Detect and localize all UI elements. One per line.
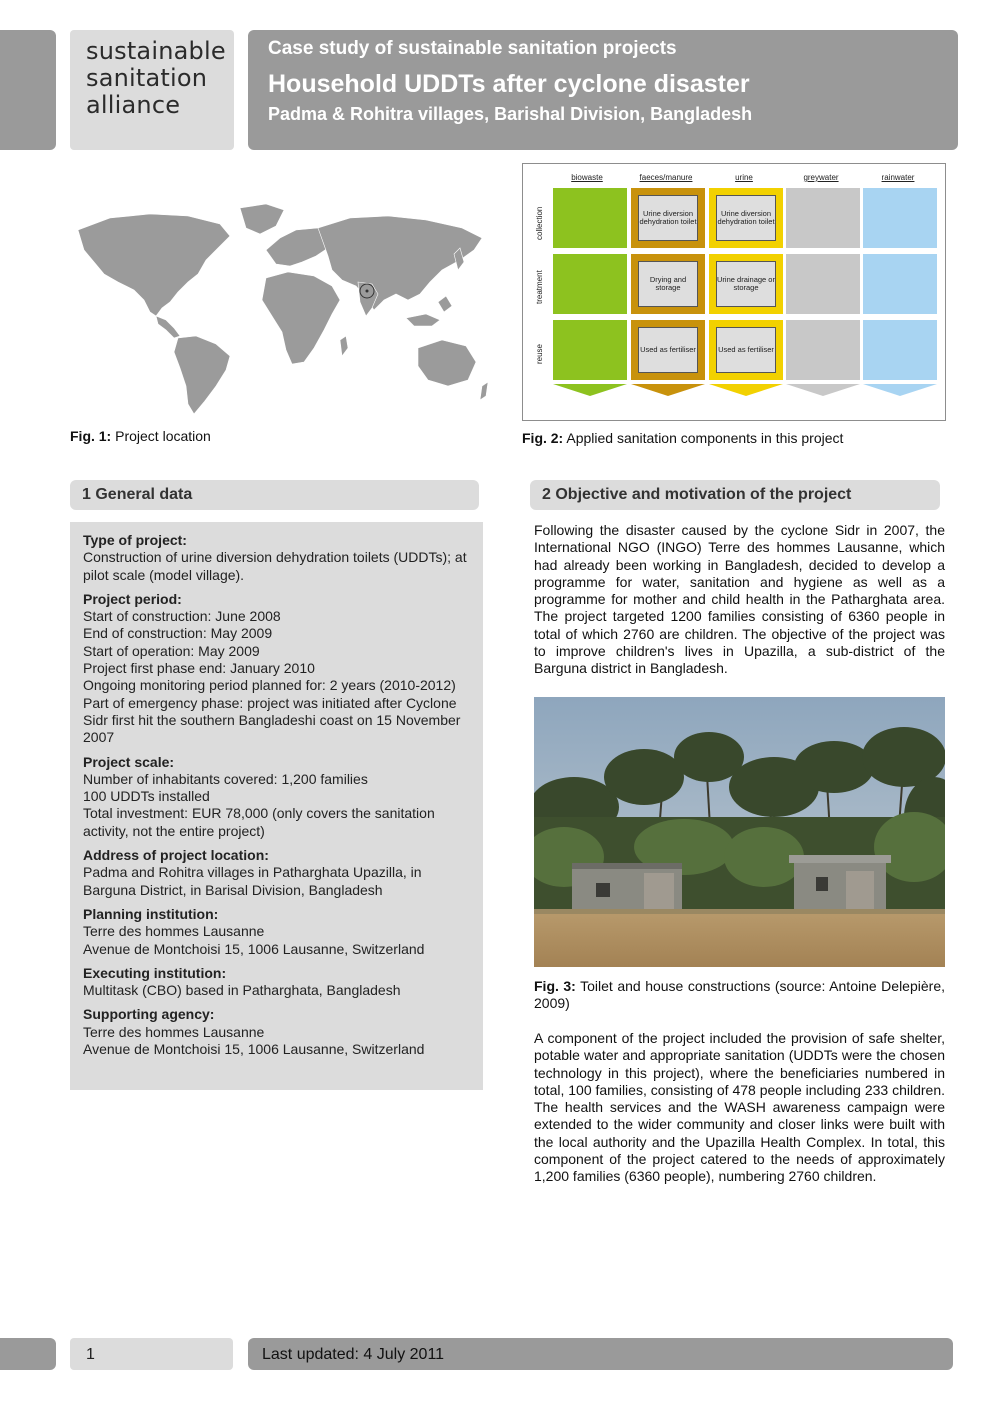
urine-drainage-box: Urine drainage or storage: [716, 261, 776, 307]
period-line: Start of construction: June 2008: [83, 608, 281, 625]
col-header-urine: urine: [735, 173, 753, 182]
arrow-biowaste: [553, 384, 627, 396]
logo-line-3: alliance: [86, 91, 181, 119]
fig3-text: Toilet and house constructions (source: Antoine Delepière, 2009): [534, 978, 945, 1012]
fig1-caption: [70, 428, 211, 444]
period-line: End of construction: May 2009: [83, 625, 273, 642]
planning-line: Terre des hommes Lausanne: [83, 923, 265, 940]
supporting-line: Avenue de Montchoisi 15, 1006 Lausanne, Switzerland: [83, 1041, 425, 1058]
fig1-label: Fig. 1:: [70, 428, 112, 444]
drying-storage-box: Drying and storage: [638, 261, 698, 307]
udd-toilet-box: Urine diversion dehydration toilet: [638, 195, 698, 241]
planning-label: Planning institution:: [83, 905, 219, 922]
type-text: Construction of urine diversion dehydration toilets (UDDTs); at pilot scale (model village).: [83, 549, 467, 583]
row-label-reuse: reuse: [535, 343, 544, 364]
section-heading-general-data: 1 General data: [70, 480, 479, 510]
type-label: Type of project:: [83, 532, 187, 548]
col-header-biowaste: biowaste: [571, 173, 603, 182]
logo-line-1: sustainable: [86, 37, 226, 65]
executing-text: Multitask (CBO) based in Patharghata, Bangladesh: [83, 982, 401, 999]
header-kicker: Case study of sustainable sanitation projects: [268, 38, 677, 59]
col-header-faeces: faeces/manure: [639, 173, 693, 182]
period-line: Ongoing monitoring period planned for: 2 years (2010-2012): [83, 677, 456, 694]
period-line: Start of operation: May 2009: [83, 642, 260, 659]
faeces-fertiliser-box: Used as fertiliser: [638, 327, 698, 373]
fig3-label: Fig. 3:: [534, 978, 576, 994]
cell-greywater-collection: [786, 188, 860, 248]
cell-urine-collection: [709, 188, 783, 248]
cell-urine-treatment: [709, 254, 783, 314]
objective-paragraph: Following the disaster caused by the cyclone Sidr in 2007, the International NGO (INGO) Terre des hommes Lausanne, which had already been working in Bangladesh, decided to develop a programme for water, sanitation and hygiene as well as a programme for mother and child health in the Patharghata area. The project targeted 1200 families consisting of 6360 people in total of which 2760 are children. The objective of the project was to improve children's lives in Upazilla, a sub-district of the Barguna district in Bangladesh.: [534, 522, 945, 677]
world-map: [70, 190, 490, 420]
arrow-greywater: [786, 384, 860, 396]
cell-faeces-reuse: [631, 320, 705, 380]
row-label-collection: collection: [535, 206, 544, 240]
cell-rainwater-treatment: [863, 254, 937, 314]
cell-greywater-reuse: [786, 320, 860, 380]
urine-fertiliser-box: Used as fertiliser: [716, 327, 776, 373]
cell-biowaste-treatment: [553, 254, 627, 314]
sanitation-components-diagram: [522, 163, 946, 421]
fig1-text: Project location: [115, 428, 211, 444]
cell-faeces-treatment: [631, 254, 705, 314]
scale-label: Project scale:: [83, 753, 175, 770]
arrow-rainwater: [863, 384, 937, 396]
cell-biowaste-reuse: [553, 320, 627, 380]
page-subtitle: Padma & Rohitra villages, Barishal Division, Bangladesh: [268, 104, 753, 124]
period-line: Part of emergency phase: project was initiated after Cyclone Sidr first hit the southern Bangladeshi coast on 15 November 2007: [83, 694, 461, 746]
udd-toilet-urine-box: Urine diversion dehydration toilet: [716, 195, 776, 241]
cell-rainwater-reuse: [863, 320, 937, 380]
scale-line: 100 UDDTs installed: [83, 788, 210, 805]
period-label: Project period:: [83, 590, 182, 607]
address-label: Address of project location:: [83, 847, 269, 864]
fig2-text: Applied sanitation components in this project: [566, 430, 844, 446]
col-header-rainwater: rainwater: [881, 173, 915, 182]
logo: [86, 38, 226, 119]
cell-urine-reuse: [709, 320, 783, 380]
logo-line-2: sanitation: [86, 64, 208, 92]
cell-faeces-collection: [631, 188, 705, 248]
fig3-caption: [534, 978, 945, 1013]
section-heading-objective: 2 Objective and motivation of the project: [530, 480, 940, 510]
last-updated: Last updated: 4 July 2011: [262, 1346, 445, 1363]
arrow-urine: [709, 384, 783, 396]
planning-line: Avenue de Montchoisi 15, 1006 Lausanne, Switzerland: [83, 940, 425, 957]
scale-line: Number of inhabitants covered: 1,200 families: [83, 770, 368, 787]
cell-rainwater-collection: [863, 188, 937, 248]
cell-greywater-treatment: [786, 254, 860, 314]
supporting-label: Supporting agency:: [83, 1006, 215, 1023]
toilet-house-photo: [534, 697, 945, 967]
period-line: Project first phase end: January 2010: [83, 660, 315, 677]
cell-biowaste-collection: [553, 188, 627, 248]
row-label-treatment: treatment: [535, 270, 544, 304]
scale-line: Total investment: EUR 78,000 (only covers the sanitation activity, not the entire project): [83, 805, 435, 839]
col-header-greywater: greywater: [803, 173, 839, 182]
arrow-faeces: [631, 384, 705, 396]
footer-left-tab: [0, 1338, 56, 1370]
fig2-label: Fig. 2:: [522, 430, 564, 446]
header-left-tab: [0, 30, 56, 150]
fig2-caption: [522, 430, 843, 446]
address-text: Padma and Rohitra villages in Patharghata Upazilla, in Barguna District, in Barisal Division, Bangladesh: [83, 864, 422, 898]
supporting-line: Terre des hommes Lausanne: [83, 1023, 265, 1040]
page-number: 1: [86, 1346, 95, 1363]
general-data-box: [70, 522, 483, 1090]
component-paragraph: A component of the project included the provision of safe shelter, potable water and appropriate sanitation (UDDTs were the chosen technology in this project), where the beneficiaries numbered in total, 100 families, consisting of 478 people including 233 children. The health services and the WASH awareness campaign were extended to the wider community and closer links were built with the local authority and the Upazilla Health Complex. In total, this component of the project catered to the needs of approximately 1,200 families (6360 people), numbering 2760 children.: [534, 1030, 945, 1185]
executing-label: Executing institution:: [83, 964, 227, 981]
page-title: Household UDDTs after cyclone disaster: [268, 70, 750, 98]
